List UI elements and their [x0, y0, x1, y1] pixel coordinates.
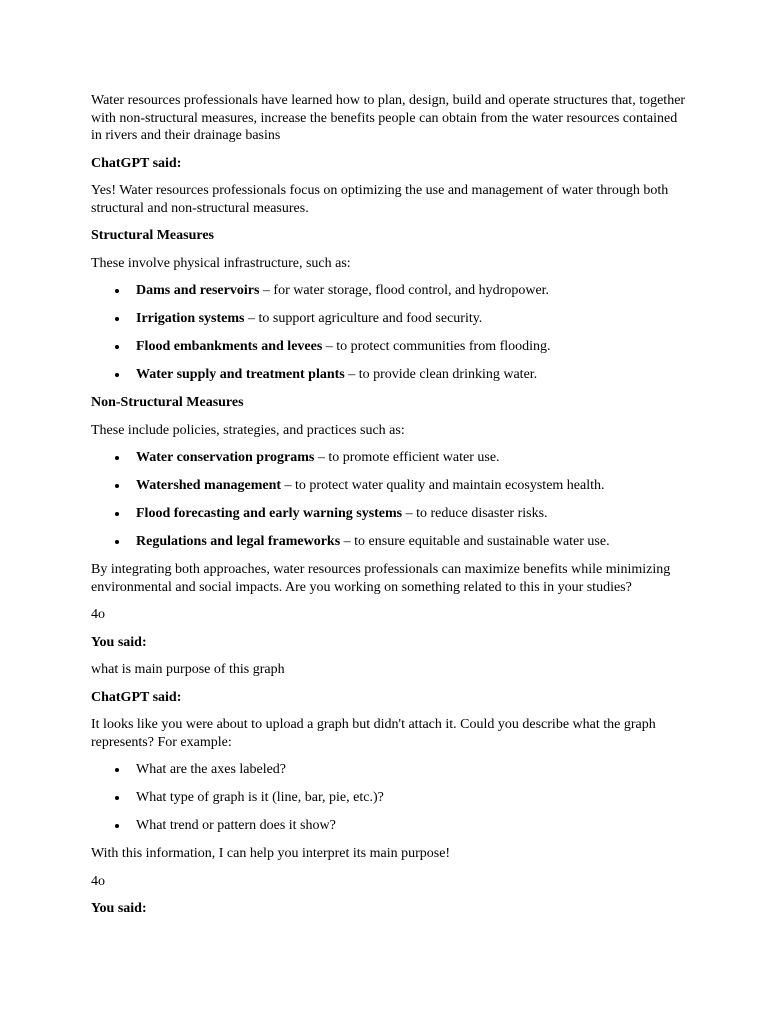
- document-page: [91, 92, 691, 928]
- intro-paragraph: Water resources professionals have learned how to plan, design, build and operate structures that, together with non-structural measures, increase the benefits people can obtain from the water resources contained in rivers and their drainage basins: [91, 93, 686, 143]
- model-label: 4o: [91, 873, 105, 889]
- graph-questions-list: [91, 761, 691, 835]
- list-item-term: Flood embankments and levees: [136, 339, 323, 354]
- list-item-desc: – to promote efficient water use.: [314, 450, 500, 465]
- speaker-label-user: You said:: [91, 634, 147, 650]
- list-item-term: Water supply and treatment plants: [136, 367, 345, 382]
- section-heading-nonstructural: Non-Structural Measures: [91, 395, 244, 410]
- list-item-term: Irrigation systems: [136, 311, 245, 326]
- list-item: [136, 505, 691, 523]
- structural-measures-list: [91, 282, 691, 384]
- list-item-term: Flood forecasting and early warning systems: [136, 506, 403, 521]
- section-heading-structural: Structural Measures: [91, 228, 214, 243]
- reply-closing: With this information, I can help you interpret its main purpose!: [91, 846, 451, 861]
- list-item-term: Dams and reservoirs: [136, 283, 260, 298]
- list-item-desc: – to protect water quality and maintain ecosystem health.: [281, 478, 605, 493]
- reply-opening: Yes! Water resources professionals focus on optimizing the use and management of water through both structural and non-structural measures.: [91, 183, 669, 216]
- list-item-desc: – to support agriculture and food security.: [244, 311, 483, 326]
- reply-closing: By integrating both approaches, water resources professionals can maximize benefits while minimizing environmental and social impacts. Are you working on something related to this in your studies?: [91, 562, 671, 595]
- speaker-label-chatgpt: ChatGPT said:: [91, 689, 182, 705]
- list-item: [136, 366, 691, 384]
- list-item-term: Water conservation programs: [136, 450, 315, 465]
- speaker-label-chatgpt: ChatGPT said:: [91, 155, 182, 171]
- model-label: 4o: [91, 607, 105, 622]
- list-item: [136, 338, 691, 356]
- list-item: [136, 533, 691, 551]
- reply-opening: It looks like you were about to upload a graph but didn't attach it. Could you describe what the graph represents? For example:: [91, 717, 656, 750]
- list-item: [136, 282, 691, 300]
- list-item: What trend or pattern does it show?: [136, 817, 691, 835]
- list-item-term: Regulations and legal frameworks: [136, 534, 341, 549]
- list-item: What type of graph is it (line, bar, pie, etc.)?: [136, 789, 691, 807]
- list-item: What are the axes labeled?: [136, 761, 691, 779]
- list-item-desc: – for water storage, flood control, and hydropower.: [259, 283, 550, 298]
- speaker-label-user: You said:: [91, 901, 147, 916]
- list-item: [136, 310, 691, 328]
- list-item-desc: – to protect communities from flooding.: [322, 339, 551, 354]
- list-item-desc: – to ensure equitable and sustainable water use.: [340, 534, 610, 549]
- list-item: [136, 477, 691, 495]
- nonstructural-measures-list: [91, 449, 691, 551]
- list-item-desc: – to provide clean drinking water.: [344, 367, 538, 382]
- list-item: [136, 449, 691, 467]
- list-item-term: Watershed management: [136, 478, 282, 493]
- section-lead-nonstructural: These include policies, strategies, and practices such as:: [91, 422, 405, 438]
- section-lead-structural: These involve physical infrastructure, such as:: [91, 255, 351, 271]
- user-message: what is main purpose of this graph: [91, 662, 285, 677]
- list-item-desc: – to reduce disaster risks.: [402, 506, 548, 521]
